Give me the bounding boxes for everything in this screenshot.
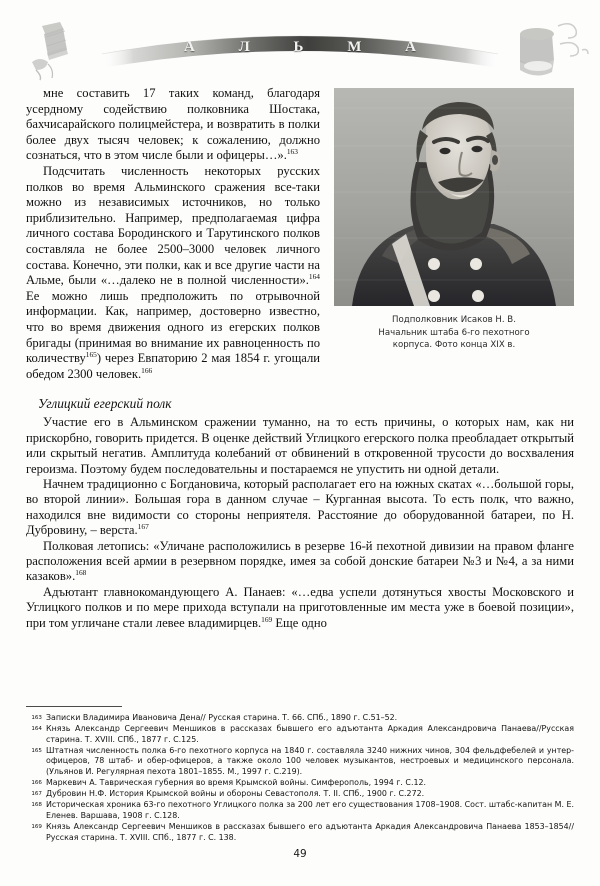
paragraph-2-text-a: Подсчитать численность некоторых русских полков во время Альминского сражения все-таки можно из независимых источников, но только приблизительно. Например, предполагаемая цифра личного состава Бородинского и Тарутинского полков составляла не более 2500–3000 человек личного состава. Конечно, эти полки, как и все другие части на Альме, были «…далеко не в полной численности». [26, 163, 320, 288]
footnote-ref-166[interactable]: 166 [141, 365, 153, 375]
portrait-photograph [334, 88, 574, 306]
figure-portrait [334, 88, 574, 352]
figure-caption-line-2: Начальник штаба 6-го пехотного [378, 327, 530, 338]
footnote-item [26, 800, 574, 821]
footnote-text: Историческая хроника 63-го пехотного Углицкого полка за 200 лет его существования 1708–1908. Сост. штабс-капитан М. Е. Еленев. Варшава, 1908 г. С.128. [46, 800, 574, 820]
paragraph-1-text: мне составить 17 таких команд, благодаря усердному содействию полковника Шостака, бахчисарайского полицмейстера, и возвратить в полки более двух тысяч человек; к сожалению, должно сознаться, что в этом числе были и офицеры…». [26, 86, 320, 163]
footnote-separator-rule [26, 706, 122, 707]
footnote-item [26, 778, 574, 789]
page-header [0, 12, 600, 90]
paragraph-2-text-c: ) через Евпаторию 2 мая 1854 г. угощали обедом 2300 человек. [26, 351, 320, 381]
paragraph-5 [26, 539, 574, 585]
footnote-item [26, 789, 574, 800]
banner-title-text: А Л Ь М А [184, 38, 436, 55]
paragraph-2-text-b: Ее можно лишь предположить по отрывочной информации. Как, например, достоверно известно, что во время движения одного из егерских полков бригады (принимая во внимание их равноценность по количеству [26, 288, 320, 366]
footnote-number: 167 [31, 791, 42, 798]
footnote-ref-164[interactable]: 164 [308, 271, 320, 281]
footnote-item [26, 724, 574, 745]
military-drum-ornament [22, 20, 102, 82]
paragraph-3: Участие его в Альминском сражении туманно, на то есть причины, о которых нам, как ни прискорбно, говорить придется. В оценке действий Углицкого егерского полка преобладает открытый или скрытый негатив. Амплитуда колебаний от обвинений в откровенной трусости до восхваления героизма. Поэтому будем последовательны и постараемся не упустить ни одной детали. [26, 415, 574, 476]
footnote-ref-163[interactable]: 163 [286, 147, 298, 157]
footnote-text: Князь Александр Сергеевич Меншиков в рассказах бывшего его адъютанта Аркадия Александровича Панаева 1853–1854//Русская старина. Т. XVIII. СПб., 1877 г. С. 138. [46, 821, 574, 842]
footnote-number: 169 [31, 823, 42, 830]
footnote-item [26, 713, 574, 724]
paragraph-4-text: Начнем традиционно с Богдановича, который располагает его на южных скатах «…большой горы, во второй линии». Большая гора в данном случае – Курганная высота. То есть полк, что важно, находился вне видимости со стороны неприятеля. Расстояние до оборудованной батареи, по Н. Дубровину, – верста. [26, 476, 574, 538]
footnote-ref-167[interactable]: 167 [137, 521, 149, 531]
footnote-number: 165 [31, 747, 42, 754]
military-shako-ornament [498, 16, 590, 84]
footnote-ref-168[interactable]: 168 [75, 568, 87, 578]
footnote-item [26, 746, 574, 778]
footnote-text: Штатная численность полка 6-го пехотного корпуса на 1840 г. составляла 3240 нижних чинов, 304 фельдфебелей и унтер-офицеров, 78 штаб- и обер-офицеров, а также около 100 человек музыкантов, нестроевых и медицинского персонала. (Ульянов И. Регулярная пехота 1801–1855. М., 1997 г. С.219). [46, 745, 574, 776]
paragraph-5-text: Полковая летопись: «Уличане расположились в резерве 16-й пехотной дивизии на правом фланге расположения всей армии в резервном порядке, имея за собой донские батареи №3 и №4, а за ними казаков». [26, 538, 574, 584]
banner-ribbon [100, 24, 500, 72]
figure-caption-line-1: Подполковник Исаков Н. В. [392, 315, 516, 325]
footnote-ref-169[interactable]: 169 [261, 614, 273, 624]
footnote-number: 164 [31, 726, 42, 733]
figure-caption [334, 314, 574, 352]
section-heading: Углицкий егерский полк [38, 396, 172, 412]
footnote-number: 168 [31, 802, 42, 809]
paragraph-6-text-b: Еще одно [272, 615, 327, 630]
footnote-number: 166 [31, 780, 42, 787]
footnote-block [26, 706, 574, 844]
page-number: 49 [293, 848, 307, 860]
footnote-number: 163 [31, 715, 42, 721]
footnote-text: Князь Александр Сергеевич Меншиков в рассказах бывшего его адъютанта Аркадия Александровича Панаева//Русская старина. Т. XVIII. СПб., 1877 г. С.125. [46, 724, 574, 744]
figure-caption-line-3: корпуса. Фото конца XIX в. [392, 340, 516, 351]
paragraph-4 [26, 477, 574, 539]
footnote-text: Дубровин Н.Ф. История Крымской войны и обороны Севастополя. Т. II. СПб., 1900 г. С.272. [46, 789, 425, 799]
footnote-item [26, 822, 574, 843]
paragraph-6-text-a: Адъютант главнокомандующего А. Панаев: «…едва успели дотянуться хвосты Московского и Углицкого полков и по мере прихода вступали на приготовленные им места уже в боевой позиции», при том угличане стали левее владимирцев. [26, 584, 574, 630]
footnote-text: Маркевич А. Таврическая губерния во время Крымской войны. Симферополь, 1994 г. С.12. [46, 778, 426, 788]
footnote-ref-165[interactable]: 165 [85, 349, 97, 359]
footnote-text: Записки Владимира Ивановича Дена// Русская старина. Т. 66. СПб., 1890 г. С.51–52. [46, 713, 398, 722]
paragraph-6 [26, 585, 574, 631]
page-content [26, 86, 574, 631]
